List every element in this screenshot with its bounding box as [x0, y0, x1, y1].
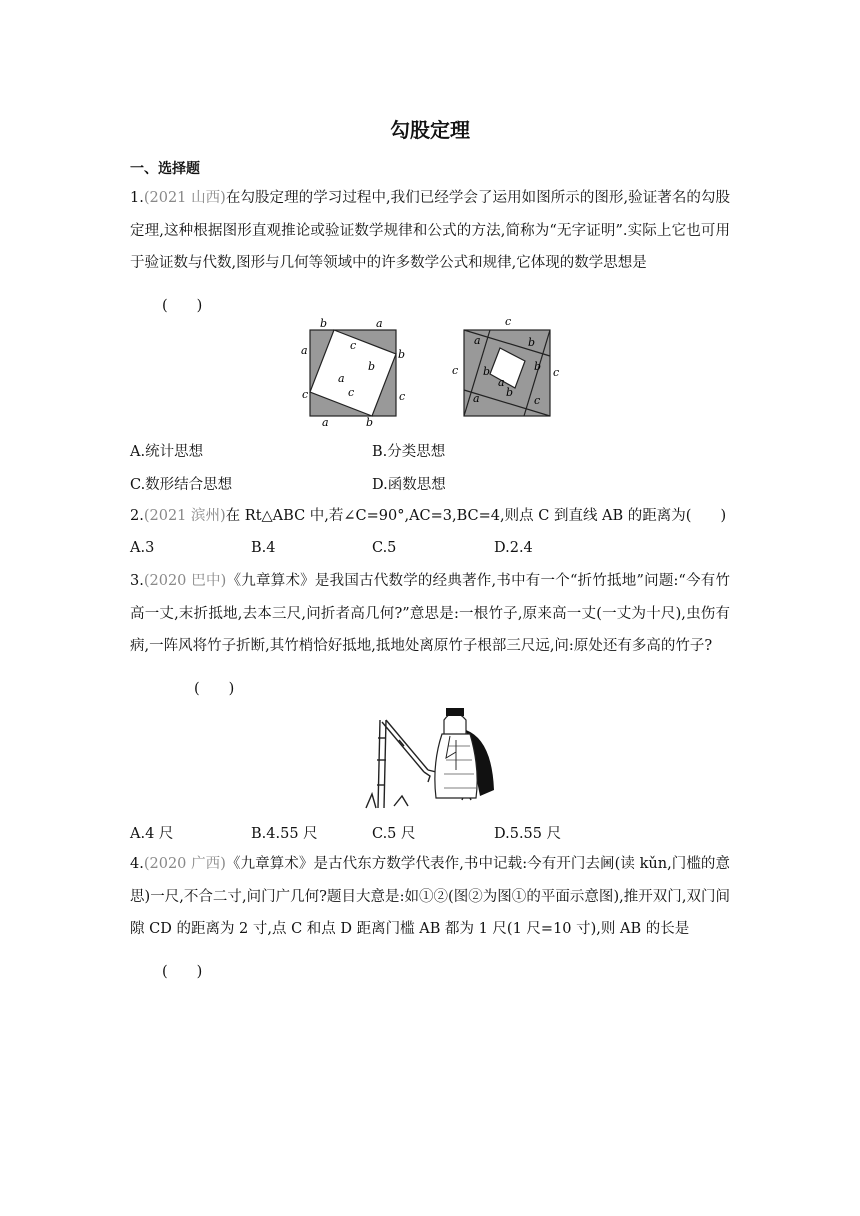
option-d: D.2.4: [494, 540, 533, 556]
pythagoras-figure: [296, 316, 566, 432]
fig1-label: c: [399, 390, 406, 403]
answer-paren: ( ): [162, 964, 203, 980]
fig2-label: b: [534, 360, 542, 373]
question-2: [130, 500, 730, 533]
option-a: A.3: [130, 540, 155, 556]
option-a: A.统计思想: [130, 444, 204, 460]
question-number: 3.: [130, 573, 144, 589]
option-b: B.4: [251, 540, 276, 556]
fig1-label: b: [368, 360, 376, 373]
answer-paren: ( ): [162, 298, 203, 314]
question-1: [130, 182, 730, 280]
option-d: D.5.55 尺: [494, 826, 562, 842]
option-b: B.4.55 尺: [251, 826, 318, 842]
fig1-label: b: [398, 348, 406, 361]
question-number: 4.: [130, 856, 144, 872]
fig1-label: c: [348, 386, 355, 399]
option-c: C.数形结合思想: [130, 477, 233, 493]
question-text: 《九章算术》是我国古代数学的经典著作,书中有一个“折竹抵地”问题:“今有竹高一丈,末折抵地,去本三尺,问折者高几何?”意思是:一根竹子,原来高一丈(一丈为十尺),虫伤有病,一阵风将竹子折断,其竹梢恰好抵地,抵地处离原竹子根部三尺远,问:原处还有多高的竹子?: [130, 573, 731, 654]
question-4: [130, 848, 730, 946]
option-c: C.5: [372, 540, 397, 556]
fig2-label: c: [534, 394, 541, 407]
question-text: 《九章算术》是古代东方数学代表作,书中记载:今有开门去阃(读 kǔn,门槛的意思)一尺,不合二寸,问门广几何?题目大意是:如①②(图②为图①的平面示意图),推开双门,双门间隙 CD 的距离为 2 寸,点 C 和点 D 距离门槛 AB 都为 1 尺(1 尺=10 寸),则 AB 的长是: [130, 856, 730, 937]
fig2-label: c: [452, 364, 459, 377]
question-number: 1.: [130, 190, 144, 206]
option-a: A.4 尺: [130, 826, 174, 842]
page-title: 勾股定理: [390, 118, 470, 142]
fig1-label: b: [320, 317, 328, 330]
fig1-label: a: [376, 317, 383, 330]
fig2-label: a: [473, 392, 480, 405]
answer-paren: ( ): [194, 681, 235, 697]
question-text: 在勾股定理的学习过程中,我们已经学会了运用如图所示的图形,验证著名的勾股定理,这种根据图形直观推论或验证数学规律和公式的方法,简称为“无字证明”.实际上它也可用于验证数与代数,图形与几何等领域中的许多数学公式和规律,它体现的数学思想是: [130, 190, 731, 271]
fig2-label: c: [553, 366, 560, 379]
fig1-label: a: [301, 344, 308, 357]
fig1-label: a: [322, 416, 329, 429]
fig2-label: a: [474, 334, 481, 347]
fig1-label: b: [366, 416, 374, 429]
fig2-label: a: [498, 376, 505, 389]
question-source: (2021 山西): [143, 190, 226, 206]
question-number: 2.: [130, 508, 144, 524]
question-3: [130, 565, 730, 663]
fig1-label: c: [302, 388, 309, 401]
fig2-label: b: [506, 386, 514, 399]
question-source: (2021 滨州): [143, 508, 226, 524]
option-b: B.分类思想: [372, 444, 446, 460]
fig1-label: c: [350, 339, 357, 352]
fig2-label: b: [483, 365, 491, 378]
fig2-label: b: [528, 336, 536, 349]
question-source: (2020 广西): [143, 856, 226, 872]
section-heading: 一、选择题: [130, 161, 200, 177]
fig2-label: c: [505, 316, 512, 328]
question-text: 在 Rt△ABC 中,若∠C=90°,AC=3,BC=4,则点 C 到直线 AB 的距离为( ): [225, 508, 727, 524]
option-c: C.5 尺: [372, 826, 416, 842]
question-source: (2020 巴中): [143, 573, 227, 589]
fig1-label: a: [338, 372, 345, 385]
scholar-icon: [435, 708, 494, 798]
option-d: D.函数思想: [372, 477, 446, 493]
bamboo-scholar-illustration: [364, 700, 504, 812]
